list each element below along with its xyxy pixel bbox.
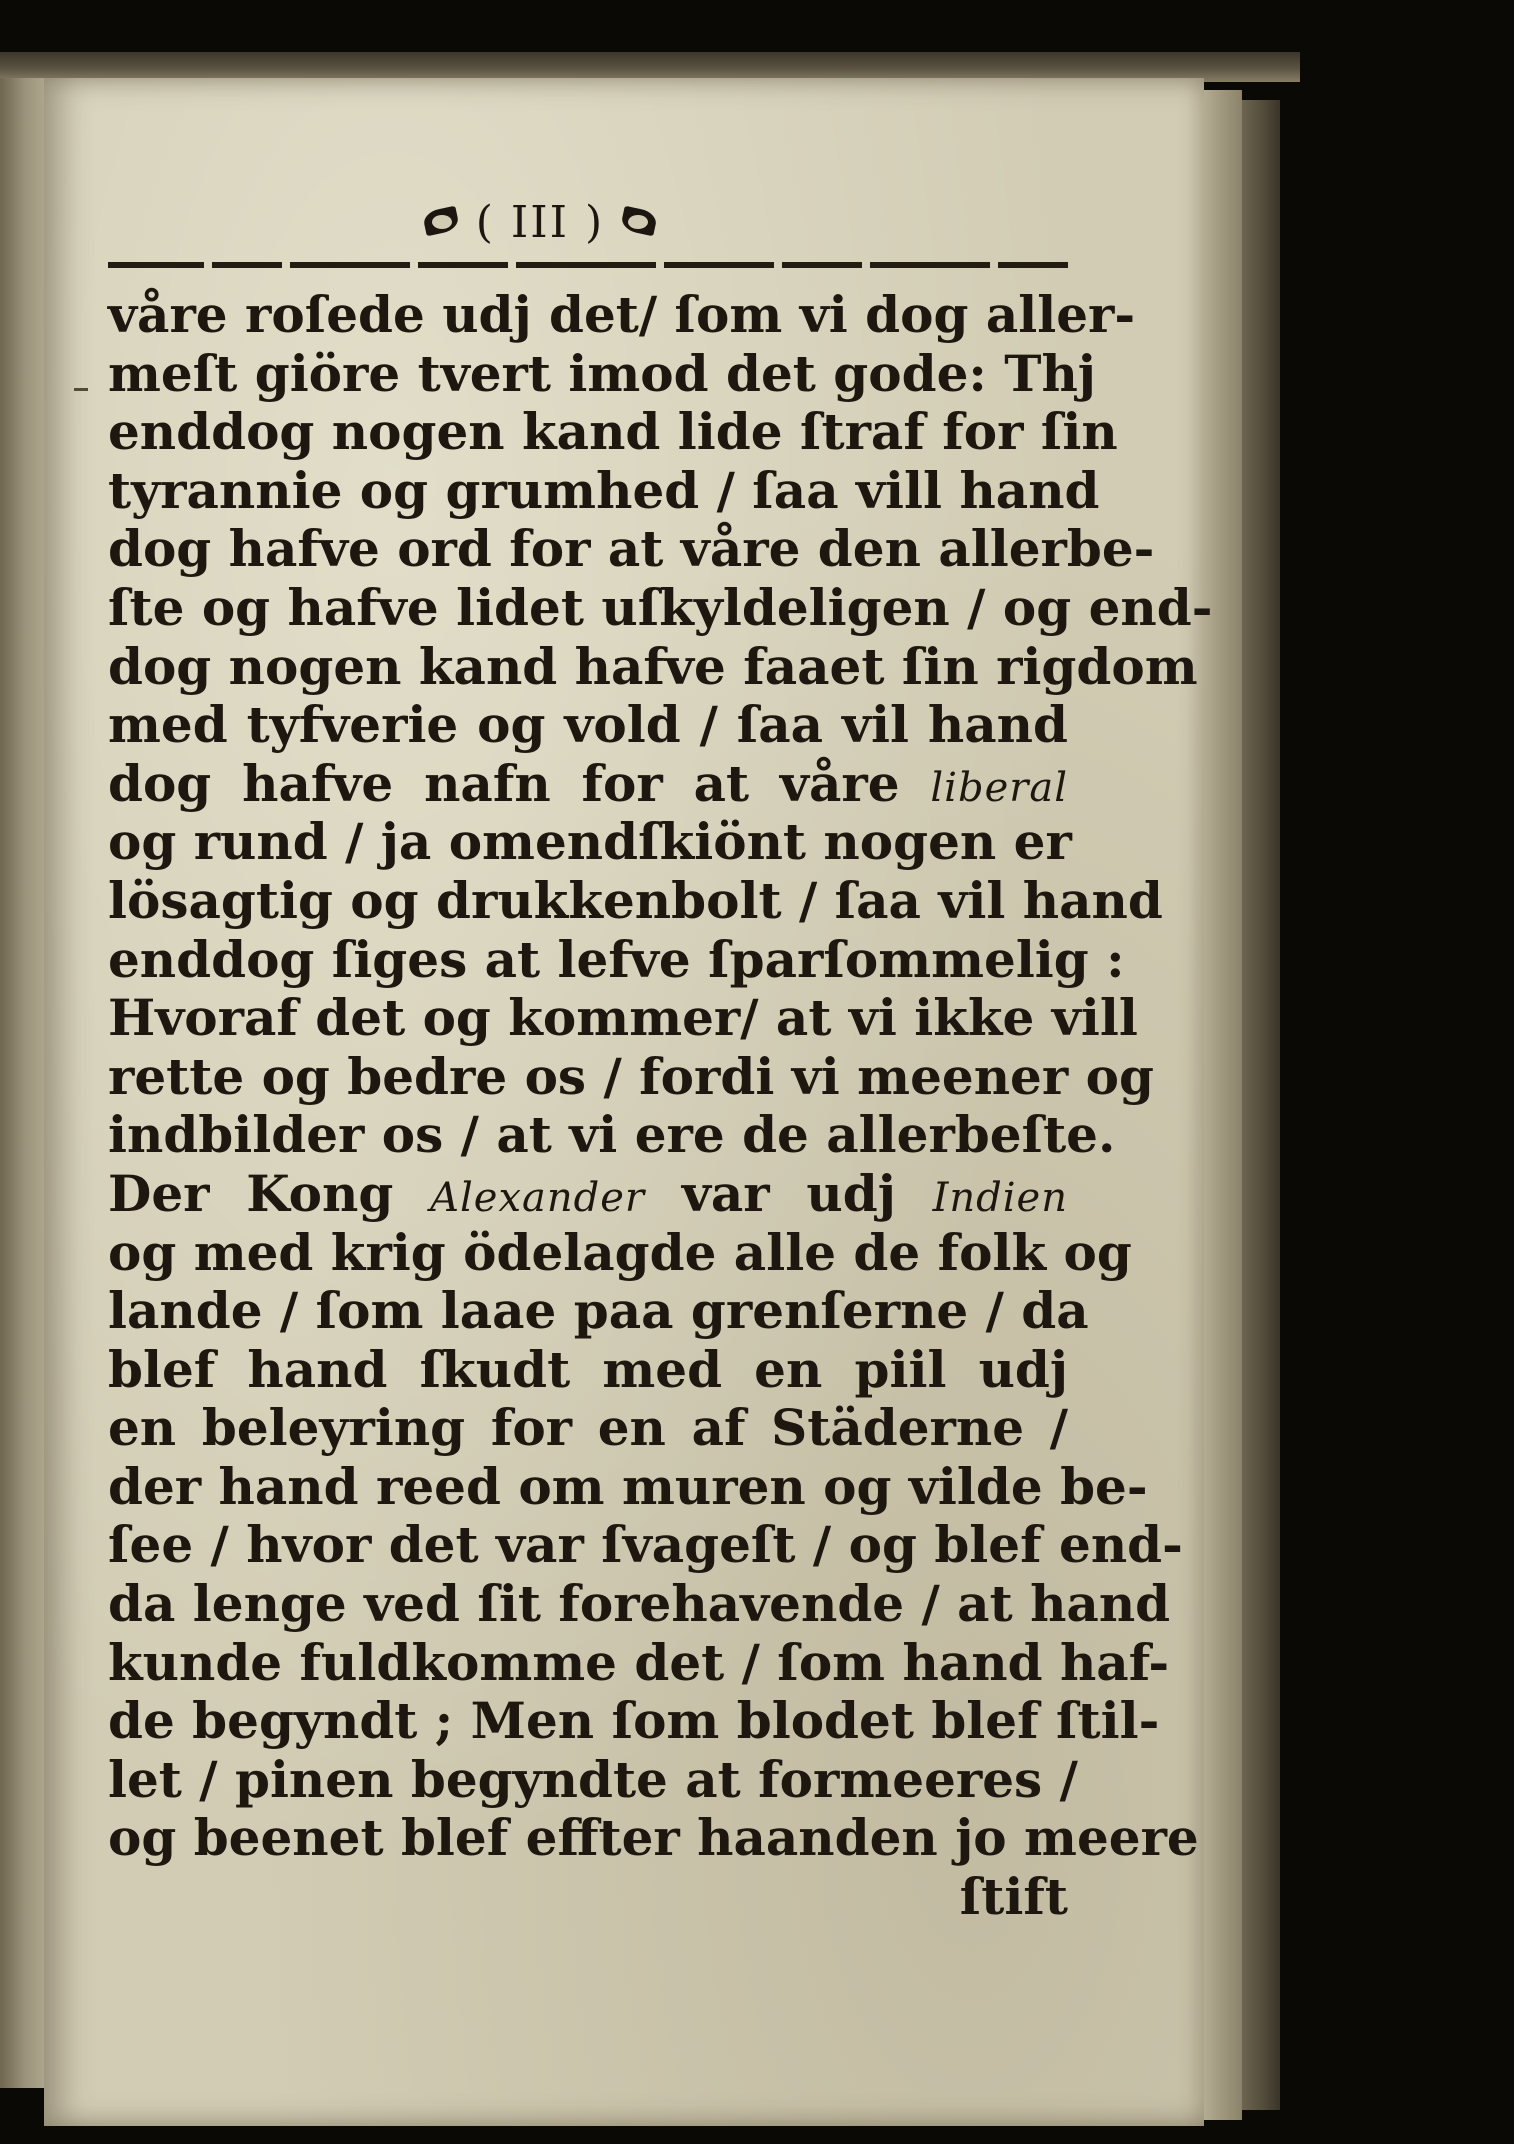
line-text: og rund / ja omendſkiönt nogen er	[108, 812, 1072, 872]
line-text: da lenge ved ſit forehavende / at hand	[108, 1574, 1171, 1634]
italic-text: liberal	[930, 764, 1068, 811]
text-line	[108, 1399, 1068, 1458]
fleuron-ornament-icon	[418, 203, 466, 241]
line-text: ſee / hvor det var ſvageſt / og blef end-	[108, 1515, 1183, 1575]
text-line	[108, 1749, 1078, 1810]
text-line	[108, 1165, 1068, 1224]
text-line	[108, 696, 1068, 755]
line-text: og med krig ödelagde alle de folk og	[108, 1222, 1132, 1282]
page-header	[370, 186, 710, 258]
text-line	[108, 1691, 1160, 1751]
book-cover-edge	[1242, 100, 1280, 2110]
text-line	[108, 1046, 1154, 1107]
text-line	[108, 988, 1138, 1048]
text-line	[108, 460, 1100, 521]
header-rule	[108, 262, 1068, 270]
page-number: ( III )	[475, 196, 605, 248]
text-line	[108, 343, 1096, 404]
line-text: dog nogen kand hafve faaet ſin rigdom	[108, 636, 1198, 696]
text-line	[108, 285, 1136, 345]
italic-text: Alexander	[430, 1174, 646, 1221]
text-line	[108, 1341, 1068, 1400]
text-line	[108, 755, 1068, 814]
line-text: blef hand ſkudt med en piil udj	[108, 1339, 1068, 1399]
line-text: de begyndt ; Men ſom blodet blef ſtil-	[108, 1691, 1160, 1751]
line-text: ſte og hafve lidet uſkyldeligen / og end-	[108, 577, 1213, 637]
text-line	[108, 1808, 1199, 1868]
line-text: Hvoraf det og kommer/ at vi ikke vill	[108, 988, 1138, 1048]
line-text: en beleyring for en af Städerne /	[108, 1398, 1068, 1458]
line-text: ſtift	[959, 1867, 1068, 1927]
line-text: Der Kong	[108, 1163, 431, 1223]
italic-text: Indien	[932, 1174, 1068, 1221]
line-text: enddog ſiges at lefve ſparſommelig :	[108, 929, 1125, 989]
fleuron-ornament-icon	[614, 203, 662, 241]
text-line	[108, 870, 1163, 931]
line-text: med tyfverie og vold / ſaa vil hand	[108, 695, 1068, 755]
line-text: rette og bedre os / fordi vi meener og	[108, 1046, 1154, 1106]
line-text: indbilder os / at vi ere de allerbeſte.	[108, 1105, 1116, 1165]
text-line	[108, 1222, 1132, 1283]
line-text: våre roſede udj det/ ſom vi dog aller-	[108, 285, 1136, 344]
line-text: var udj	[645, 1163, 933, 1223]
text-line	[108, 1105, 1116, 1165]
line-text: der hand reed om muren og vilde be-	[108, 1456, 1148, 1516]
line-text: dog hafve nafn for at våre	[108, 753, 931, 813]
line-text: kunde fuldkomme det / ſom hand haf-	[108, 1632, 1170, 1692]
catchword	[108, 1868, 1068, 1927]
line-text: enddog nogen kand lide ſtraf for ſin	[108, 402, 1118, 462]
text-line	[108, 1632, 1170, 1693]
text-line	[108, 1456, 1148, 1517]
line-text: let / pinen begyndte at formeeres /	[108, 1749, 1078, 1809]
text-line	[108, 1281, 1089, 1341]
text-line	[108, 519, 1155, 579]
text-line	[108, 1515, 1183, 1575]
text-line	[108, 636, 1198, 697]
text-line	[108, 1574, 1171, 1634]
line-text: lösagtig og drukkenbolt / ſaa vil hand	[108, 870, 1163, 930]
line-text: og beenet blef effter haanden jo meere	[108, 1808, 1199, 1868]
text-line	[108, 812, 1072, 872]
text-line	[108, 402, 1118, 462]
line-text: tyrannie og grumhed / ſaa vill hand	[108, 460, 1100, 520]
page-text	[108, 285, 1213, 1927]
line-text: lande / ſom laae paa grenſerne / da	[108, 1281, 1089, 1341]
margin-mark	[74, 388, 88, 391]
text-line	[108, 577, 1213, 638]
line-text: dog hafve ord for at våre den allerbe-	[108, 519, 1155, 579]
text-line	[108, 929, 1125, 990]
line-text: meſt giöre tvert imod det gode: Thj	[108, 343, 1096, 403]
